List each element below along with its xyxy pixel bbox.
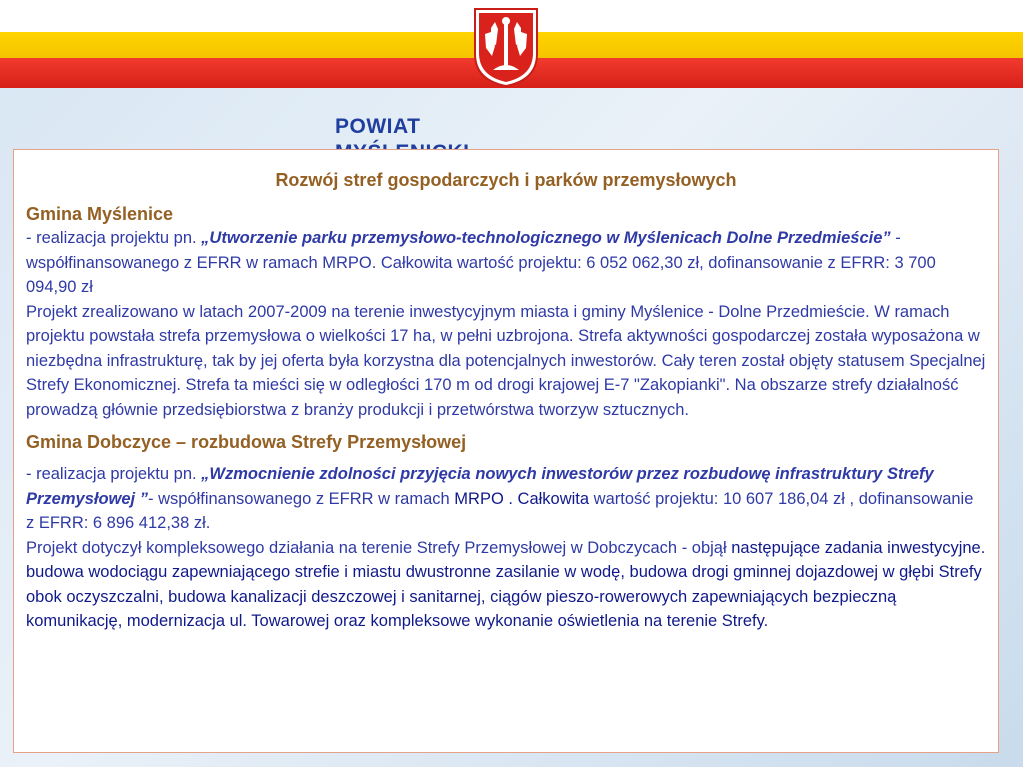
project-details-a: - współfinansowanego z EFRR w ramach bbox=[147, 489, 455, 508]
project-description-myslenice: Projekt zrealizowano w latach 2007-2009 na terenie inwestycyjnym miasta i gminy Myślenice - Dolne Przedmieście. W ramach projektu powstała strefa przemysłowa o wielkości 17 ha, w pełni uzbrojona. Strefa aktywności gospodarczej została wyposażona w niezbędna infrastrukturę, tak by jej oferta była korzystna dla potencjalnych inwestorów. Cały teren został objęty statusem Specjalnej Strefy Ekonomicznej. Strefa ta mieści się w odległości 170 m od drogi krajowej E-7 "Zakopianki". Na obszarze strefy działalność prowadzą głównie przedsiębiorstwa z branży produkcji i przetwórstwa tworzyw sztucznych. bbox=[26, 302, 986, 419]
section-heading-dobczyce: Gmina Dobczyce – rozbudowa Strefy Przemysłowej bbox=[26, 432, 467, 452]
project-name: „Wzmocnienie zdolności przyjęcia nowych inwestorów przez rozbudowę infrastruktury Strefy Przemysłowej ” bbox=[26, 465, 934, 508]
content-panel bbox=[13, 149, 999, 753]
project-details: - współfinansowanego z EFRR w ramach MRPO. Całkowita wartość projektu: 6 052 062,30 zł, dofinansowanie z EFRR: 3 700 094,90 zł bbox=[26, 229, 936, 296]
project-paragraph-dobczyce bbox=[26, 462, 986, 536]
project-intro: - realizacja projektu pn. bbox=[26, 465, 202, 483]
page-title: Rozwój stref gospodarczych i parków przemysłowych bbox=[275, 170, 737, 190]
section-heading-myslenice: Gmina Myślenice bbox=[26, 204, 174, 224]
coat-of-arms-icon bbox=[471, 6, 541, 88]
brand-name bbox=[335, 114, 470, 150]
project-details-c: wartość projektu: 10 607 186,04 zł , dofinansowanie z EFRR: 6 896 412,38 zł. bbox=[26, 489, 974, 532]
project-name: „Utworzenie parku przemysłowo-technologicznego w Myślenicach Dolne Przedmieście” bbox=[201, 229, 891, 247]
project-paragraph-myslenice bbox=[26, 226, 986, 300]
project-description-dobczyce bbox=[26, 536, 986, 634]
description-part-b: następujące zadania inwestycyjne. budowa wodociągu zapewniającego strefie i miastu dwustronne zasilanie w wodę, budowa drogi gminnej dojazdowej w głębi Strefy obok oczyszczalni, budowa kanalizacji deszczowej i sanitarnej, ciągów pieszo-rowerowych zapewniających bezpieczną komunikację, modernizacja ul. Towarowej oraz kompleksowe wykonanie oświetlenia na terenie Strefy. bbox=[26, 538, 986, 630]
description-part-a: Projekt dotyczył kompleksowego działania na terenie Strefy Przemysłowej w Dobczycach - objął bbox=[26, 538, 732, 557]
project-details-b: MRPO . Całkowita bbox=[454, 489, 590, 508]
brand-line1: POWIAT bbox=[335, 115, 421, 138]
project-intro: - realizacja projektu pn. bbox=[26, 229, 202, 247]
